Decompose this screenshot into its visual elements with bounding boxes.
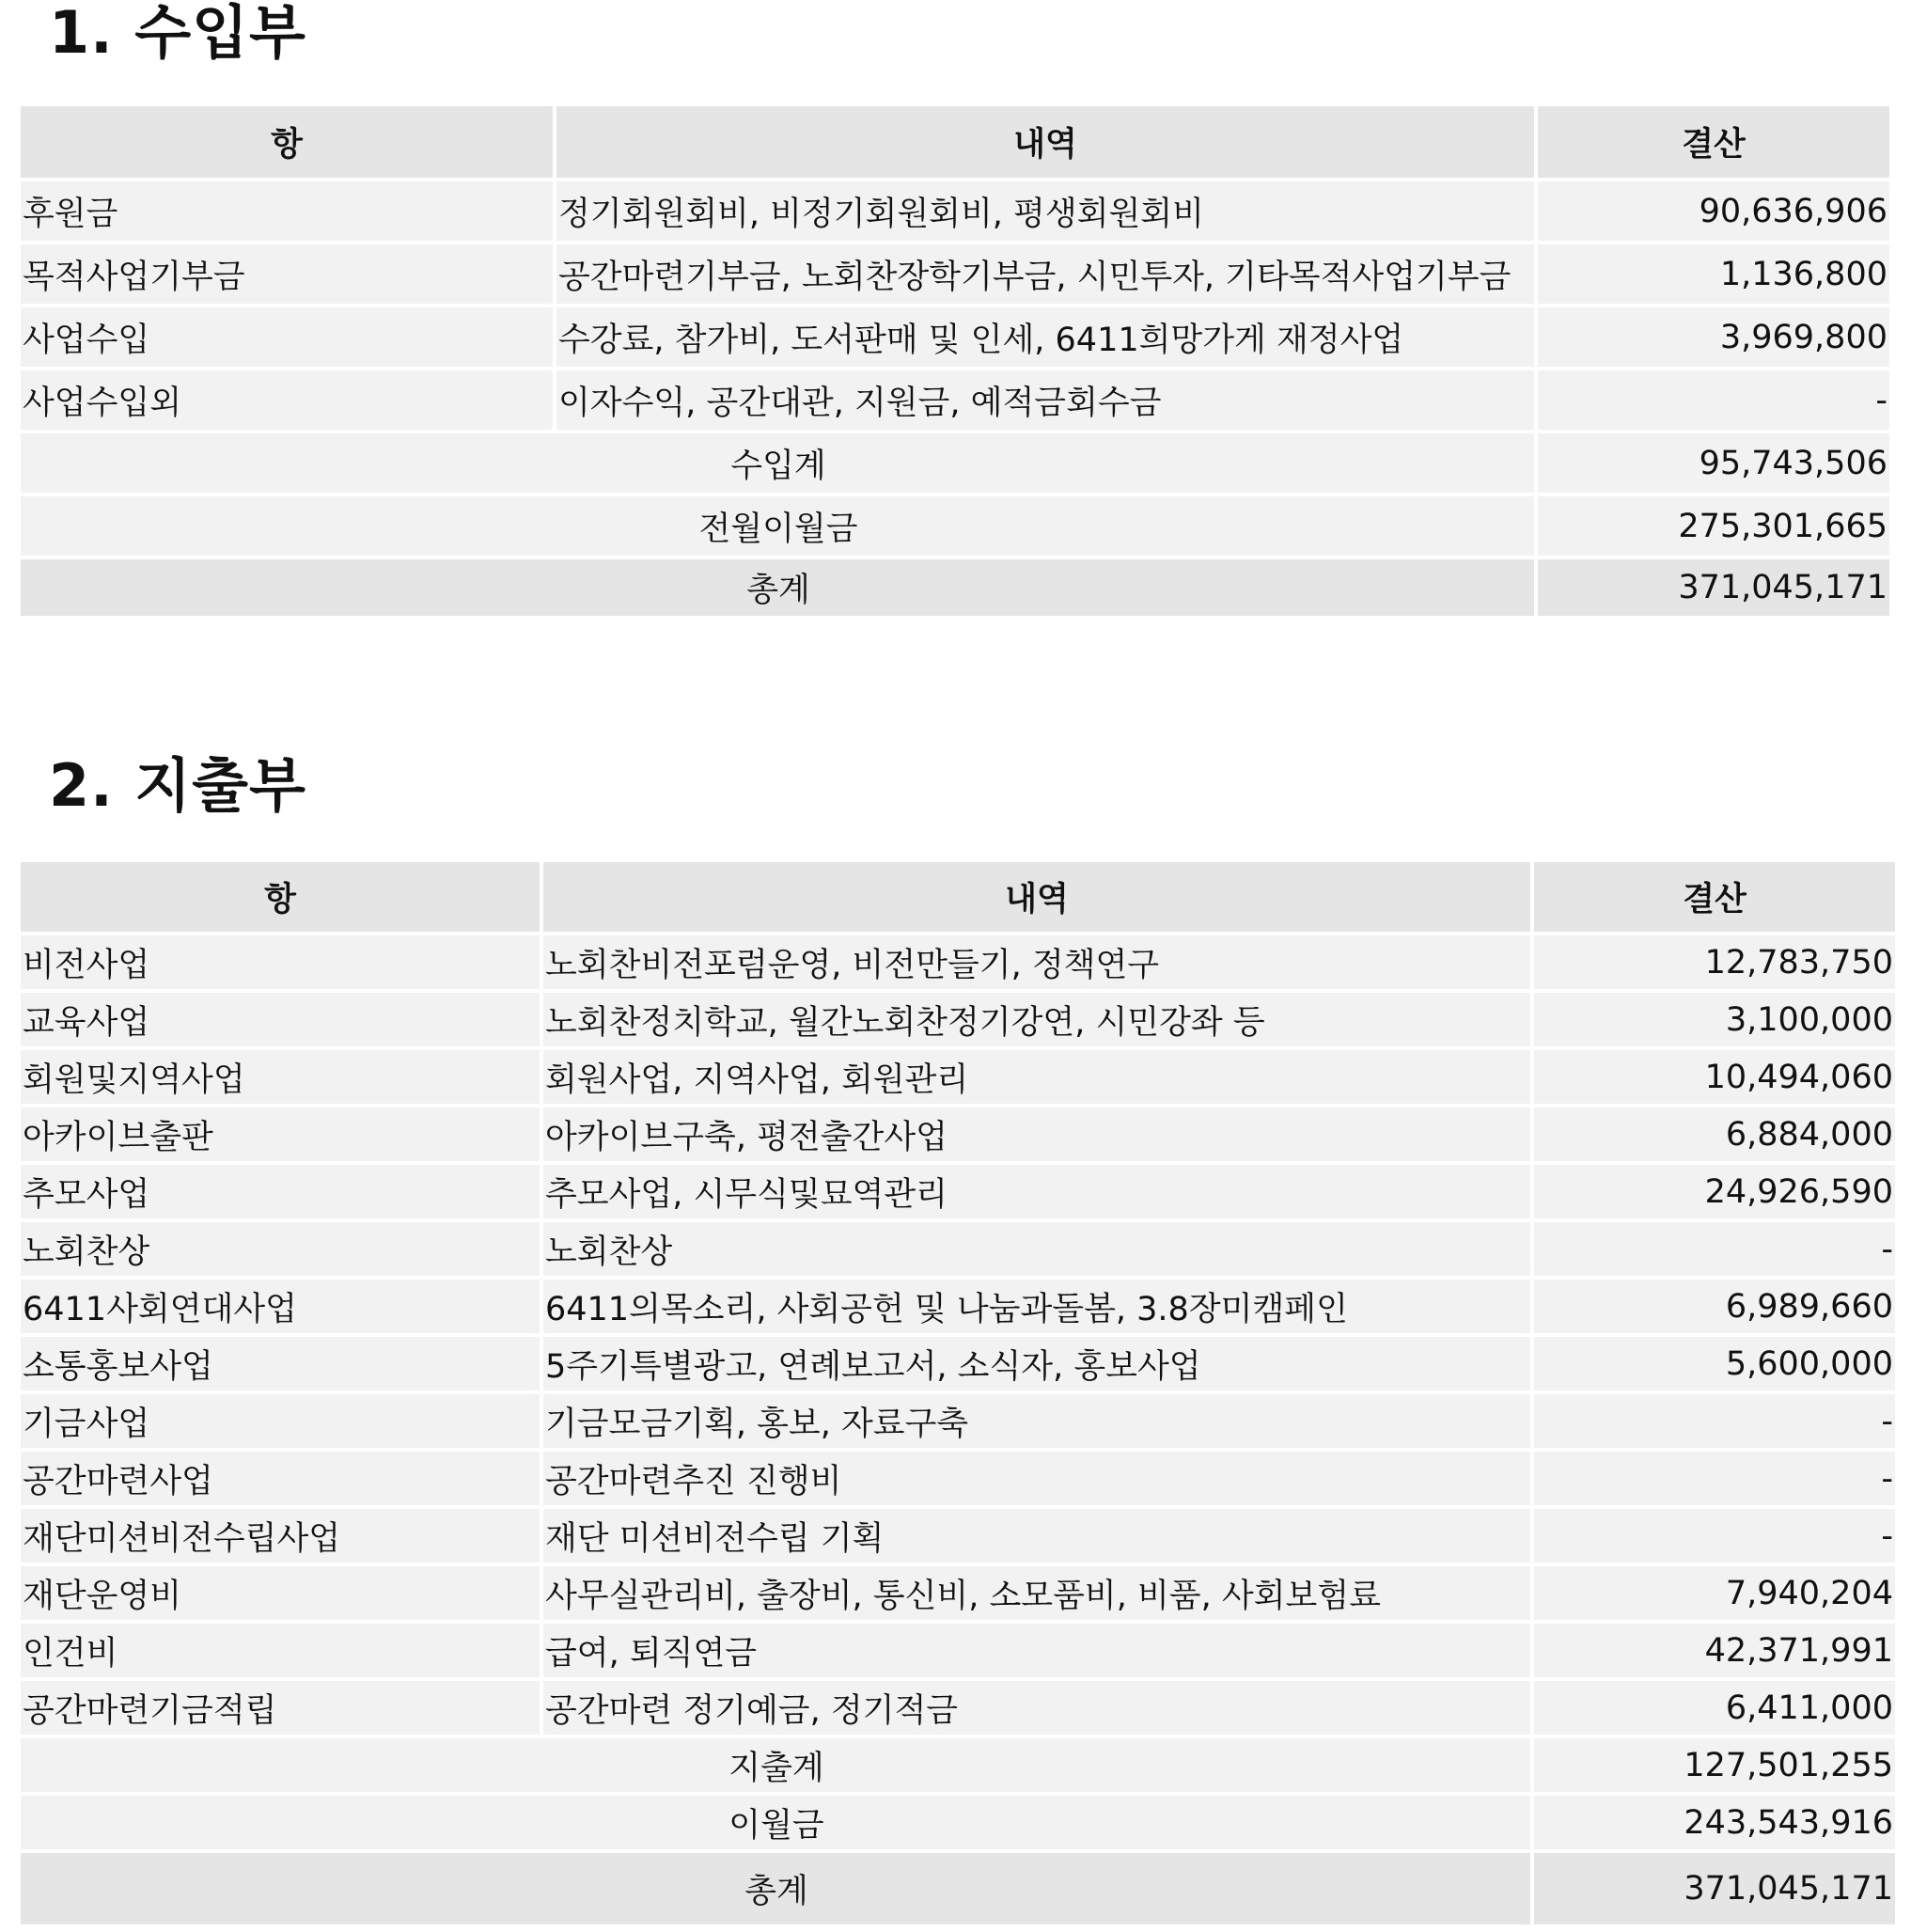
row-desc: 노회찬비전포럼운영, 비전만들기, 정책연구 — [543, 935, 1534, 993]
row-amount: 6,884,000 — [1534, 1107, 1895, 1165]
column-header-amount: 결산 — [1538, 106, 1889, 181]
row-item: 교육사업 — [21, 993, 543, 1050]
total-label: 총계 — [21, 1853, 1534, 1924]
row-amount: 7,940,204 — [1534, 1566, 1895, 1624]
subtotal-amount: 127,501,255 — [1534, 1738, 1895, 1796]
expense-table — [21, 862, 1895, 1924]
subtotal-label: 지출계 — [21, 1738, 1534, 1796]
table-row — [21, 1394, 1895, 1452]
column-header-item: 항 — [21, 106, 556, 181]
row-amount: 3,100,000 — [1534, 993, 1895, 1050]
row-item: 인건비 — [21, 1624, 543, 1681]
table-row — [21, 1624, 1895, 1681]
row-desc: 급여, 퇴직연금 — [543, 1624, 1534, 1681]
row-amount: 3,969,800 — [1538, 307, 1889, 370]
row-item: 노회찬상 — [21, 1222, 543, 1280]
table-header-row — [21, 106, 1889, 181]
row-item: 재단운영비 — [21, 1566, 543, 1624]
carryover-label: 이월금 — [21, 1796, 1534, 1853]
table-row — [21, 935, 1895, 993]
total-label: 총계 — [21, 559, 1538, 616]
row-desc: 기금모금기획, 홍보, 자료구축 — [543, 1394, 1534, 1452]
row-desc: 5주기특별광고, 연례보고서, 소식자, 홍보사업 — [543, 1337, 1534, 1394]
row-item: 아카이브출판 — [21, 1107, 543, 1165]
row-desc: 공간마련추진 진행비 — [543, 1452, 1534, 1509]
total-amount: 371,045,171 — [1538, 559, 1889, 616]
column-header-desc: 내역 — [556, 106, 1538, 181]
row-item: 소통홍보사업 — [21, 1337, 543, 1394]
carryover-label: 전월이월금 — [21, 496, 1538, 559]
carryover-row — [21, 1796, 1895, 1853]
column-header-item: 항 — [21, 862, 543, 935]
row-amount: - — [1534, 1509, 1895, 1566]
expense-section-title: 2. 지출부 — [49, 751, 306, 820]
row-item: 기금사업 — [21, 1394, 543, 1452]
row-amount: 12,783,750 — [1534, 935, 1895, 993]
total-amount: 371,045,171 — [1534, 1853, 1895, 1924]
row-desc: 6411의목소리, 사회공헌 및 나눔과돌봄, 3.8장미캠페인 — [543, 1280, 1534, 1337]
table-row — [21, 1681, 1895, 1738]
row-amount: 1,136,800 — [1538, 244, 1889, 307]
total-row — [21, 1853, 1895, 1924]
subtotal-row — [21, 1738, 1895, 1796]
row-desc: 재단 미션비전수립 기획 — [543, 1509, 1534, 1566]
row-amount: 90,636,906 — [1538, 181, 1889, 244]
table-row — [21, 1452, 1895, 1509]
table-row — [21, 244, 1889, 307]
table-row — [21, 1050, 1895, 1107]
row-desc: 아카이브구축, 평전출간사업 — [543, 1107, 1534, 1165]
table-row — [21, 1165, 1895, 1222]
table-row — [21, 1337, 1895, 1394]
row-amount: - — [1538, 370, 1889, 433]
row-desc: 노회찬정치학교, 월간노회찬정기강연, 시민강좌 등 — [543, 993, 1534, 1050]
subtotal-label: 수입계 — [21, 433, 1538, 496]
row-amount: 6,411,000 — [1534, 1681, 1895, 1738]
row-desc: 수강료, 참가비, 도서판매 및 인세, 6411희망가게 재정사업 — [556, 307, 1538, 370]
row-amount: 42,371,991 — [1534, 1624, 1895, 1681]
carryover-amount: 243,543,916 — [1534, 1796, 1895, 1853]
row-item: 회원및지역사업 — [21, 1050, 543, 1107]
row-desc: 노회찬상 — [543, 1222, 1534, 1280]
table-row — [21, 370, 1889, 433]
table-row — [21, 1222, 1895, 1280]
row-desc: 공간마련 정기예금, 정기적금 — [543, 1681, 1534, 1738]
column-header-amount: 결산 — [1534, 862, 1895, 935]
row-desc: 정기회원회비, 비정기회원회비, 평생회원회비 — [556, 181, 1538, 244]
carryover-amount: 275,301,665 — [1538, 496, 1889, 559]
row-amount: 24,926,590 — [1534, 1165, 1895, 1222]
row-desc: 추모사업, 시무식및묘역관리 — [543, 1165, 1534, 1222]
table-row — [21, 181, 1889, 244]
row-amount: 5,600,000 — [1534, 1337, 1895, 1394]
carryover-row — [21, 496, 1889, 559]
row-amount: - — [1534, 1394, 1895, 1452]
row-item: 공간마련기금적립 — [21, 1681, 543, 1738]
row-amount: 6,989,660 — [1534, 1280, 1895, 1337]
total-row — [21, 559, 1889, 616]
table-row — [21, 1566, 1895, 1624]
row-item: 추모사업 — [21, 1165, 543, 1222]
row-item: 목적사업기부금 — [21, 244, 556, 307]
row-item: 사업수입 — [21, 307, 556, 370]
table-row — [21, 993, 1895, 1050]
row-desc: 사무실관리비, 출장비, 통신비, 소모품비, 비품, 사회보험료 — [543, 1566, 1534, 1624]
row-item: 공간마련사업 — [21, 1452, 543, 1509]
row-desc: 이자수익, 공간대관, 지원금, 예적금회수금 — [556, 370, 1538, 433]
row-item: 후원금 — [21, 181, 556, 244]
table-row — [21, 307, 1889, 370]
row-desc: 회원사업, 지역사업, 회원관리 — [543, 1050, 1534, 1107]
subtotal-amount: 95,743,506 — [1538, 433, 1889, 496]
row-item: 재단미션비전수립사업 — [21, 1509, 543, 1566]
table-row — [21, 1280, 1895, 1337]
row-item: 비전사업 — [21, 935, 543, 993]
table-row — [21, 1509, 1895, 1566]
row-desc: 공간마련기부금, 노회찬장학기부금, 시민투자, 기타목적사업기부금 — [556, 244, 1538, 307]
row-item: 6411사회연대사업 — [21, 1280, 543, 1337]
income-table — [21, 106, 1889, 616]
income-section-title: 1. 수입부 — [49, 0, 306, 67]
row-amount: - — [1534, 1222, 1895, 1280]
row-amount: - — [1534, 1452, 1895, 1509]
table-header-row — [21, 862, 1895, 935]
row-item: 사업수입외 — [21, 370, 556, 433]
subtotal-row — [21, 433, 1889, 496]
column-header-desc: 내역 — [543, 862, 1534, 935]
table-row — [21, 1107, 1895, 1165]
row-amount: 10,494,060 — [1534, 1050, 1895, 1107]
